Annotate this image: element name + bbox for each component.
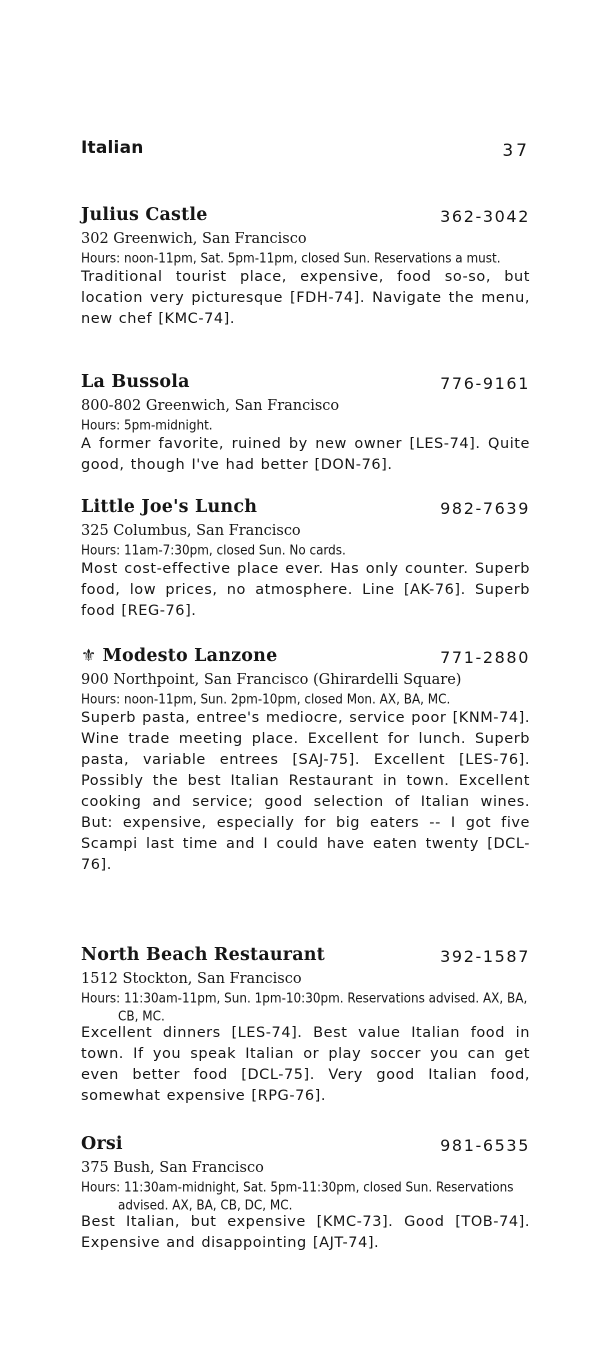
restaurant-entry-orsi [81, 1134, 530, 1254]
restaurant-entry-north-beach-restaurant [81, 945, 530, 1107]
entry-header [81, 646, 530, 670]
restaurant-address: 900 Northpoint, San Francisco (Ghirardelli Square) [81, 672, 462, 688]
restaurant-review: Excellent dinners [LES-74]. Best value Italian food in town. If you speak Italian or play soccer you can get even better food [DCL-75]. Very good Italian food, somewhat expensive [RPG-76]. [81, 1025, 530, 1104]
restaurant-address: 302 Greenwich, San Francisco [81, 231, 307, 247]
restaurant-review: Best Italian, but expensive [KMC-73]. Good [TOB-74]. Expensive and disappointing [AJT-74]. [81, 1214, 530, 1251]
restaurant-name-with-emblem [81, 646, 277, 666]
restaurant-name: La Bussola [81, 372, 190, 392]
restaurant-address: 1512 Stockton, San Francisco [81, 971, 302, 987]
entry-header [81, 497, 530, 521]
restaurant-phone: 982-7639 [440, 499, 530, 518]
restaurant-review: Most cost-effective place ever. Has only counter. Superb food, low prices, no atmosphere. Line [AK-76]. Superb food [REG-76]. [81, 561, 530, 619]
restaurant-hours: Hours: 11:30am-11pm, Sun. 1pm-10:30pm. Reservations advised. AX, BA, CB, MC. [81, 990, 528, 1024]
section-title: Italian [81, 138, 144, 158]
restaurant-hours: Hours: noon-11pm, Sat. 5pm-11pm, closed Sun. Reservations a must. [81, 250, 501, 266]
restaurant-entry-julius-castle [81, 205, 530, 330]
restaurant-phone: 981-6535 [440, 1136, 530, 1155]
restaurant-name: Little Joe's Lunch [81, 497, 258, 517]
entry-header [81, 205, 530, 229]
restaurant-address: 375 Bush, San Francisco [81, 1160, 264, 1176]
restaurant-phone: 362-3042 [440, 207, 530, 226]
fleur-de-lis-icon: ⚜ [81, 646, 97, 666]
restaurant-review: Superb pasta, entree's mediocre, service poor [KNM-74]. Wine trade meeting place. Excellent for lunch. Superb pasta, variable entrees [SAJ-75]. Excellent [LES-76]. Possibly the best Italian Restaurant in town. Excellent cooking and service; good selection of Italian wines. But: expensive, especially for big eaters -- I got five Scampi last time and I could have eaten twenty [DCL-76]. [81, 710, 530, 873]
restaurant-name: Julius Castle [81, 205, 208, 225]
restaurant-hours: Hours: 11:30am-midnight, Sat. 5pm-11:30pm, closed Sun. Reservations advised. AX, BA, CB, DC, MC. [81, 1179, 514, 1213]
restaurant-entry-modesto-lanzone [81, 646, 530, 876]
restaurant-hours: Hours: 11am-7:30pm, closed Sun. No cards. [81, 542, 346, 558]
restaurant-phone: 776-9161 [440, 374, 530, 393]
entry-header [81, 945, 530, 969]
restaurant-phone: 392-1587 [440, 947, 530, 966]
restaurant-name: North Beach Restaurant [81, 945, 325, 965]
entry-header [81, 372, 530, 396]
restaurant-address: 325 Columbus, San Francisco [81, 523, 301, 539]
restaurant-name: Orsi [81, 1134, 123, 1154]
restaurant-entry-la-bussola [81, 372, 530, 476]
page-header [81, 138, 530, 160]
restaurant-hours: Hours: 5pm-midnight. [81, 417, 213, 433]
restaurant-phone: 771-2880 [440, 648, 530, 667]
restaurant-name: Modesto Lanzone [102, 646, 278, 666]
restaurant-address: 800-802 Greenwich, San Francisco [81, 398, 340, 414]
entry-header [81, 1134, 530, 1158]
restaurant-review: A former favorite, ruined by new owner [LES-74]. Quite good, though I've had better [DON-76]. [81, 436, 530, 473]
restaurant-review: Traditional tourist place, expensive, food so-so, but location very picturesque [FDH-74]. Navigate the menu, new chef [KMC-74]. [81, 269, 530, 327]
restaurant-hours: Hours: noon-11pm, Sun. 2pm-10pm, closed Mon. AX, BA, MC. [81, 691, 451, 707]
page-number: 37 [502, 141, 530, 161]
restaurant-entry-little-joes-lunch [81, 497, 530, 622]
